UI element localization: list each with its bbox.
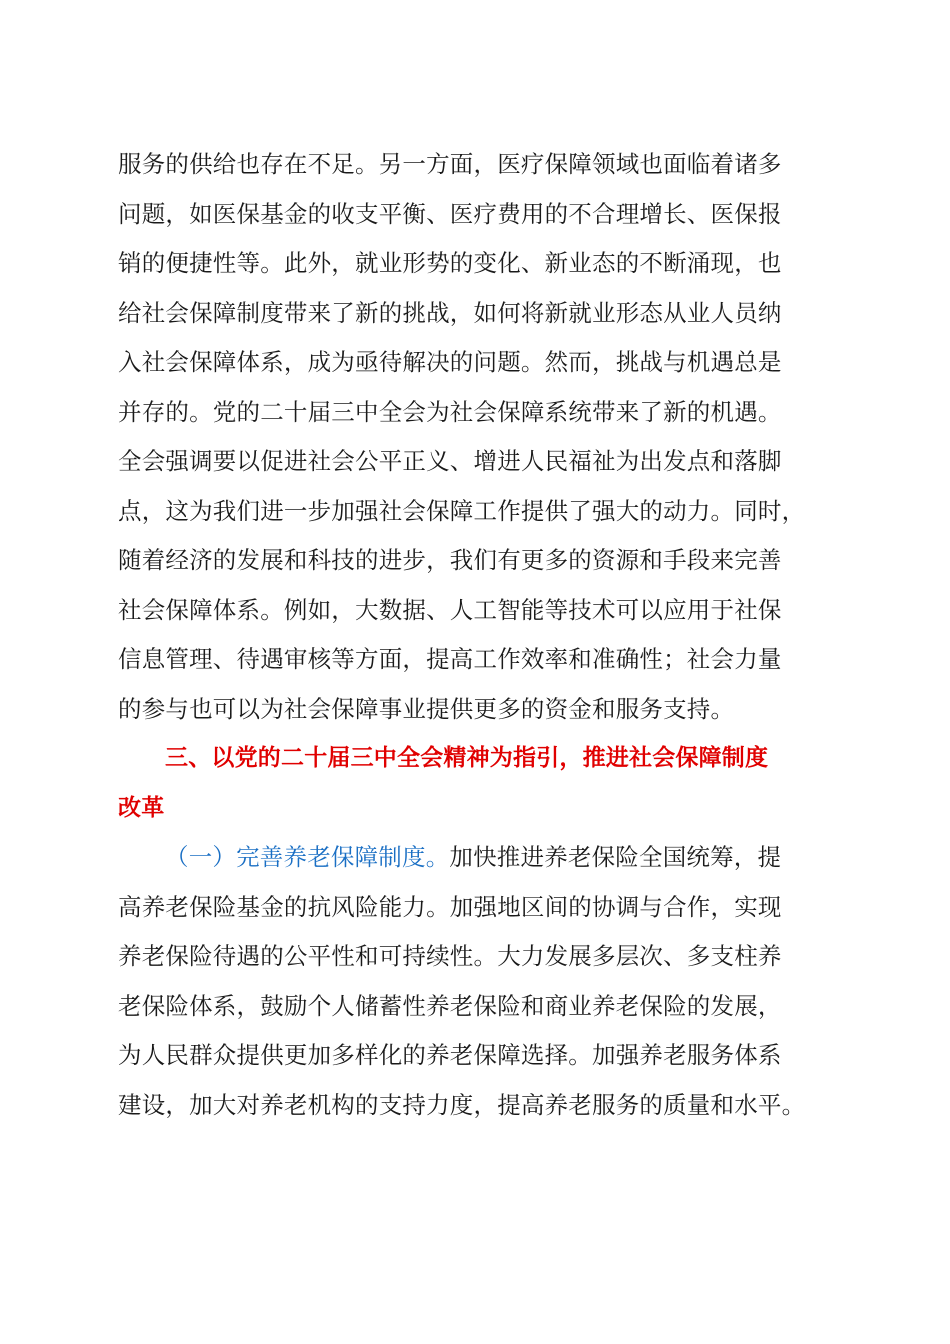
paragraph-line: 随着经济的发展和科技的进步，我们有更多的资源和手段来完善 (118, 546, 782, 574)
paragraph-line: 全会强调要以促进社会公平正义、增进人民福祉为出发点和落脚 (118, 447, 782, 475)
paragraph-line: 并存的。党的二十届三中全会为社会保障系统带来了新的机遇。 (118, 397, 782, 426)
paragraph-line: 为人民群众提供更加多样化的养老保障选择。加强养老服务体系 (118, 1041, 782, 1069)
subsection-title: （一）完善养老保障制度。 (165, 843, 450, 871)
paragraph-line: 销的便捷性等。此外，就业形势的变化、新业态的不断涌现，也 (118, 249, 782, 277)
paragraph-line: 的参与也可以为社会保障事业提供更多的资金和服务支持。 (118, 694, 735, 723)
paragraph-line: 社会保障体系。例如，大数据、人工智能等技术可以应用于社保 (118, 595, 782, 624)
paragraph-line: 高养老保险基金的抗风险能力。加强地区间的协调与合作，实现 (118, 892, 782, 921)
paragraph-challenges-opportunities (118, 140, 820, 734)
section-heading-line: 改革 (118, 794, 165, 821)
section-heading-line: 三、以党的二十届三中全会精神为指引，推进社会保障制度 (165, 745, 769, 771)
document-body (118, 140, 820, 1130)
section-heading-3 (118, 734, 820, 833)
paragraph-line: 问题，如医保基金的收支平衡、医疗费用的不合理增长、医保报 (118, 199, 782, 228)
paragraph-line: 给社会保障制度带来了新的挑战，如何将新就业形态从业人员纳 (118, 298, 782, 327)
paragraph-line: 入社会保障体系，成为亟待解决的问题。然而，挑战与机遇总是 (118, 348, 782, 376)
paragraph-line: 老保险体系，鼓励个人储蓄性养老保险和商业养老保险的发展， (118, 991, 782, 1020)
paragraph-line: 点，这为我们进一步加强社会保障工作提供了强大的动力。同时， (118, 496, 806, 525)
paragraph-line: 建设，加大对养老机构的支持力度，提高养老服务的质量和水平。 (118, 1090, 806, 1119)
paragraph-line: 养老保险待遇的公平性和可持续性。大力发展多层次、多支柱养 (118, 942, 782, 970)
paragraph-pension-system (118, 833, 820, 1130)
paragraph-line-text: 加快推进养老保险全国统筹，提 (449, 843, 782, 871)
paragraph-first-line (118, 833, 820, 883)
paragraph-line: 服务的供给也存在不足。另一方面，医疗保障领域也面临着诸多 (118, 150, 782, 178)
paragraph-line: 信息管理、待遇审核等方面，提高工作效率和准确性；社会力量 (118, 645, 782, 673)
